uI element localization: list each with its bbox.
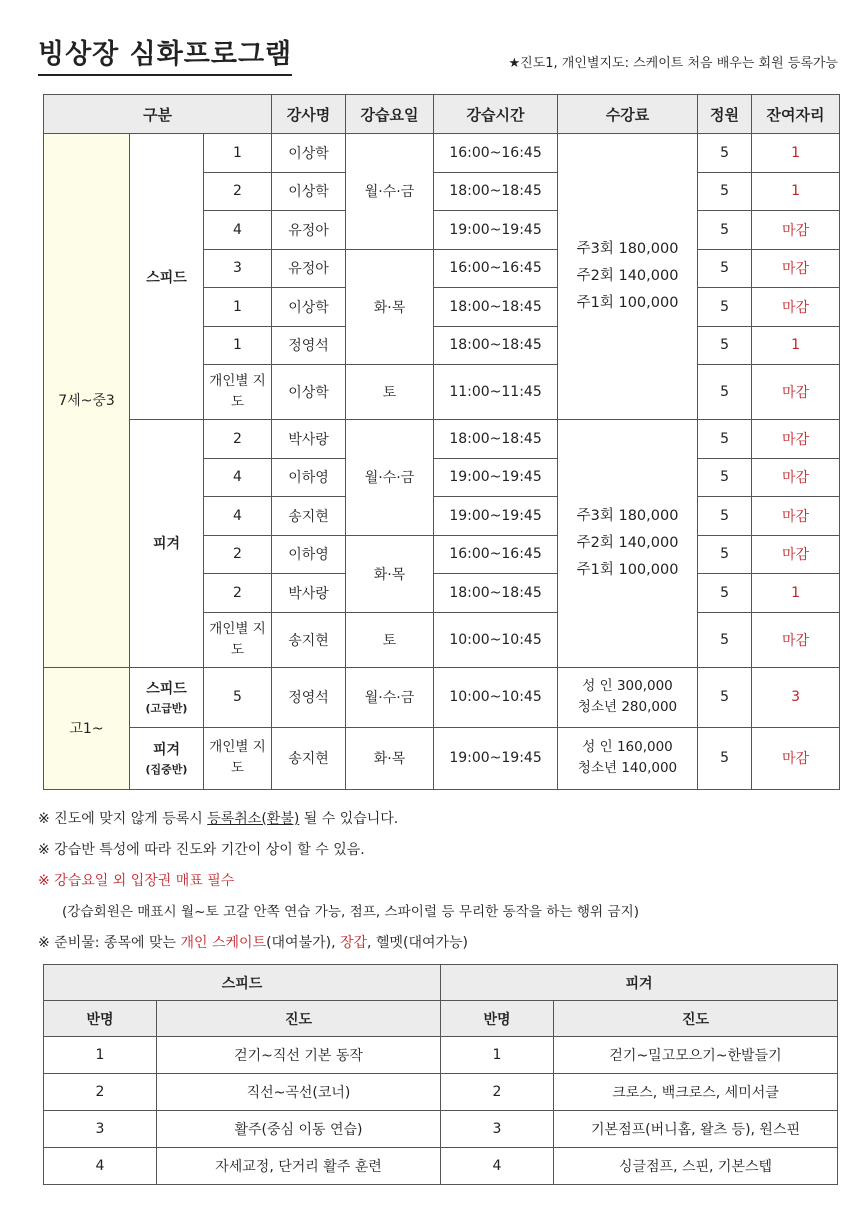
class-desc: 자세교정, 단거리 활주 훈련 <box>157 1148 441 1185</box>
time: 16:00~16:45 <box>434 535 558 574</box>
col-progress: 진도 <box>157 1001 441 1037</box>
capacity: 5 <box>698 365 752 420</box>
fee-line: 성 인 160,000 <box>582 739 673 755</box>
fee-high-figure <box>558 727 698 789</box>
note-text: ※ 준비물: 종목에 맞는 <box>38 935 181 951</box>
table-row <box>44 727 840 789</box>
days: 토 <box>346 612 434 667</box>
remaining: 1 <box>752 326 840 365</box>
instructor: 송지현 <box>272 727 346 789</box>
time: 18:00~18:45 <box>434 172 558 211</box>
group-high: 고1~ <box>44 667 130 789</box>
note-text: 될 수 있습니다. <box>299 811 399 827</box>
instructor: 송지현 <box>272 612 346 667</box>
time: 16:00~16:45 <box>434 249 558 288</box>
note-line-red: ※ 강습요일 외 입장권 매표 필수 <box>38 873 235 889</box>
level: 3 <box>204 249 272 288</box>
days: 월·수·금 <box>346 420 434 536</box>
remaining: 마감 <box>752 365 840 420</box>
col-progress: 진도 <box>554 1001 838 1037</box>
time: 19:00~19:45 <box>434 211 558 250</box>
fee-speed <box>558 134 698 420</box>
group-kids: 7세~중3 <box>44 134 130 668</box>
instructor: 이하영 <box>272 458 346 497</box>
capacity: 5 <box>698 458 752 497</box>
instructor: 유정아 <box>272 249 346 288</box>
time: 19:00~19:45 <box>434 727 558 789</box>
class-no: 2 <box>441 1074 554 1111</box>
fee-line: 청소년 280,000 <box>577 699 678 715</box>
time: 16:00~16:45 <box>434 134 558 173</box>
days: 월·수·금 <box>346 667 434 727</box>
fee-line: 청소년 140,000 <box>577 760 678 776</box>
instructor: 정영석 <box>272 667 346 727</box>
note-text: , 헬멧(대여가능) <box>367 935 469 951</box>
level: 개인별 지도 <box>204 365 272 420</box>
time: 10:00~10:45 <box>434 667 558 727</box>
time: 18:00~18:45 <box>434 326 558 365</box>
remaining: 마감 <box>752 249 840 288</box>
class-desc: 걷기~밀고모으기~한발들기 <box>554 1037 838 1074</box>
time: 18:00~18:45 <box>434 574 558 613</box>
class-desc: 기본점프(버니홉, 왈츠 등), 원스핀 <box>554 1111 838 1148</box>
instructor: 이하영 <box>272 535 346 574</box>
level: 2 <box>204 535 272 574</box>
class-no: 2 <box>44 1074 157 1111</box>
capacity: 5 <box>698 497 752 536</box>
schedule-table <box>43 94 840 790</box>
instructor: 이상학 <box>272 134 346 173</box>
note-line <box>38 807 848 838</box>
capacity: 5 <box>698 667 752 727</box>
instructor: 송지현 <box>272 497 346 536</box>
level: 4 <box>204 458 272 497</box>
capacity: 5 <box>698 574 752 613</box>
note-text: ※ 진도에 맞지 않게 등록시 <box>38 811 208 827</box>
instructor: 유정아 <box>272 211 346 250</box>
capacity: 5 <box>698 612 752 667</box>
instructor: 박사랑 <box>272 420 346 459</box>
class-desc: 크로스, 백크로스, 세미서클 <box>554 1074 838 1111</box>
remaining: 마감 <box>752 727 840 789</box>
remaining: 마감 <box>752 458 840 497</box>
progress-title-row <box>44 965 838 1001</box>
category-figure: 피겨 <box>130 420 204 668</box>
category-figure-intensive <box>130 727 204 789</box>
remaining: 1 <box>752 134 840 173</box>
level: 1 <box>204 288 272 327</box>
instructor: 정영석 <box>272 326 346 365</box>
capacity: 5 <box>698 211 752 250</box>
level: 2 <box>204 172 272 211</box>
days: 화·목 <box>346 535 434 612</box>
fee-line: 주3회 180,000 <box>576 507 679 524</box>
notes-section <box>38 807 848 962</box>
class-desc: 걷기~직선 기본 동작 <box>157 1037 441 1074</box>
table-row <box>44 420 840 459</box>
time: 18:00~18:45 <box>434 288 558 327</box>
header-category: 구분 <box>44 95 272 134</box>
category-sub: (집중반) <box>145 763 188 776</box>
class-desc: 직선~곡선(코너) <box>157 1074 441 1111</box>
fee-line: 주1회 100,000 <box>576 561 679 578</box>
level: 4 <box>204 497 272 536</box>
level: 5 <box>204 667 272 727</box>
table-row <box>44 1148 838 1185</box>
fee-line: 주2회 140,000 <box>576 268 679 284</box>
days: 화·목 <box>346 249 434 365</box>
instructor: 이상학 <box>272 288 346 327</box>
header-instructor: 강사명 <box>272 95 346 134</box>
fee-line: 성 인 300,000 <box>582 678 673 694</box>
note-line: ※ 강습반 특성에 따라 진도와 기간이 상이 할 수 있음. <box>38 842 365 858</box>
category-label: 피겨 <box>152 742 181 758</box>
remaining: 마감 <box>752 497 840 536</box>
note-line <box>38 931 848 962</box>
fee-high-speed <box>558 667 698 727</box>
capacity: 5 <box>698 727 752 789</box>
note-line: (강습회원은 매표시 월~토 고갈 안쪽 연습 가능, 점프, 스파이럴 등 무리한 동작을 하는 행위 금지) <box>62 904 639 920</box>
class-no: 4 <box>44 1148 157 1185</box>
remaining: 마감 <box>752 288 840 327</box>
fee-line: 주1회 100,000 <box>576 295 679 311</box>
note-red: 장갑 <box>339 935 368 951</box>
class-no: 3 <box>44 1111 157 1148</box>
class-no: 1 <box>44 1037 157 1074</box>
capacity: 5 <box>698 172 752 211</box>
capacity: 5 <box>698 288 752 327</box>
level: 4 <box>204 211 272 250</box>
level: 1 <box>204 134 272 173</box>
capacity: 5 <box>698 420 752 459</box>
progress-header-row <box>44 1001 838 1037</box>
col-class: 반명 <box>44 1001 157 1037</box>
remaining: 1 <box>752 574 840 613</box>
table-row <box>44 1111 838 1148</box>
header-fee: 수강료 <box>558 95 698 134</box>
capacity: 5 <box>698 134 752 173</box>
remaining: 마감 <box>752 211 840 250</box>
header-days: 강습요일 <box>346 95 434 134</box>
instructor: 이상학 <box>272 365 346 420</box>
table-row <box>44 667 840 727</box>
class-no: 4 <box>441 1148 554 1185</box>
note-text: (대여불가), <box>266 935 340 951</box>
category-speed-advanced <box>130 667 204 727</box>
fee-figure <box>558 420 698 668</box>
col-class: 반명 <box>441 1001 554 1037</box>
remaining: 3 <box>752 667 840 727</box>
progress-figure-title: 피겨 <box>441 965 838 1001</box>
progress-table <box>43 964 838 1185</box>
level: 개인별 지도 <box>204 727 272 789</box>
remaining: 마감 <box>752 612 840 667</box>
header-time: 강습시간 <box>434 95 558 134</box>
header-capacity: 정원 <box>698 95 752 134</box>
registration-note: ★진도1, 개인별지도: 스케이트 처음 배우는 회원 등록가능 <box>508 56 838 71</box>
category-sub: (고급반) <box>145 702 188 715</box>
instructor: 이상학 <box>272 172 346 211</box>
fee-line: 주2회 140,000 <box>576 534 679 551</box>
level: 2 <box>204 420 272 459</box>
class-no: 3 <box>441 1111 554 1148</box>
days: 월·수·금 <box>346 134 434 250</box>
level: 1 <box>204 326 272 365</box>
category-label: 스피드 <box>146 681 187 697</box>
class-desc: 싱글점프, 스핀, 기본스텝 <box>554 1148 838 1185</box>
class-desc: 활주(중심 이동 연습) <box>157 1111 441 1148</box>
capacity: 5 <box>698 326 752 365</box>
instructor: 박사랑 <box>272 574 346 613</box>
note-underlined: 등록취소(환불) <box>207 811 300 827</box>
time: 10:00~10:45 <box>434 612 558 667</box>
header-remaining: 잔여자리 <box>752 95 840 134</box>
time: 18:00~18:45 <box>434 420 558 459</box>
table-header-row <box>44 95 840 134</box>
category-speed: 스피드 <box>130 134 204 420</box>
class-no: 1 <box>441 1037 554 1074</box>
capacity: 5 <box>698 249 752 288</box>
table-row <box>44 1037 838 1074</box>
level: 2 <box>204 574 272 613</box>
days: 토 <box>346 365 434 420</box>
progress-speed-title: 스피드 <box>44 965 441 1001</box>
page-title: 빙상장 심화프로그램 <box>38 38 292 76</box>
time: 11:00~11:45 <box>434 365 558 420</box>
time: 19:00~19:45 <box>434 458 558 497</box>
table-row <box>44 134 840 173</box>
fee-line: 주3회 180,000 <box>576 241 679 257</box>
level: 개인별 지도 <box>204 612 272 667</box>
days: 화·목 <box>346 727 434 789</box>
note-red: 개인 스케이트 <box>180 935 267 951</box>
remaining: 마감 <box>752 420 840 459</box>
capacity: 5 <box>698 535 752 574</box>
table-row <box>44 1074 838 1111</box>
remaining: 1 <box>752 172 840 211</box>
time: 19:00~19:45 <box>434 497 558 536</box>
remaining: 마감 <box>752 535 840 574</box>
